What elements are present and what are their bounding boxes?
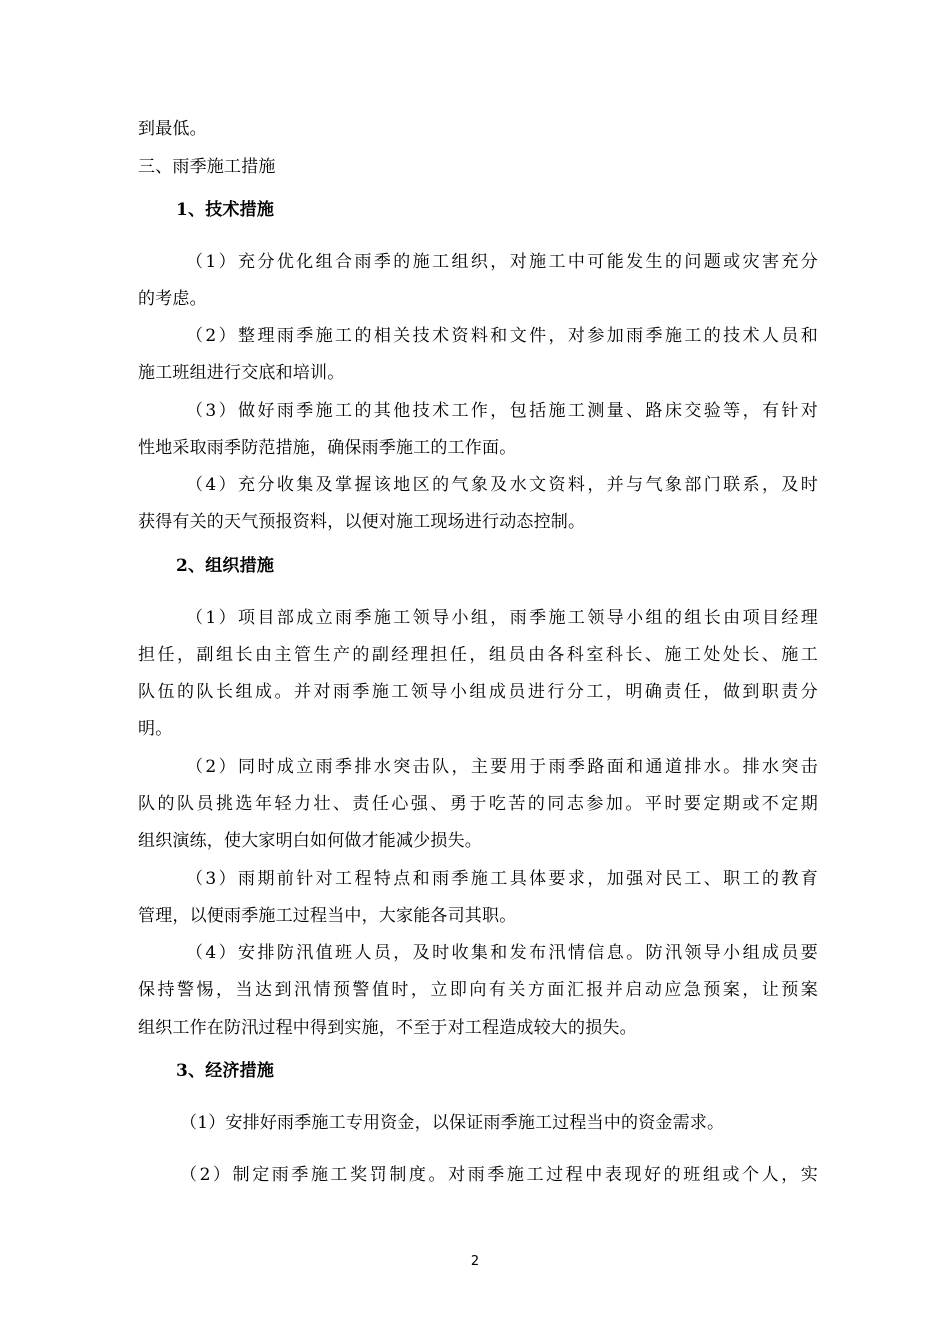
text-line: （4）安排防汛值班人员，及时收集和发布汛情信息。防汛领导小组成员要: [186, 943, 818, 963]
text-line: 担任，副组长由主管生产的副经理担任，组员由各科室科长、施工处处长、施工: [138, 645, 818, 665]
text-line: 获得有关的天气预报资料，以便对施工现场进行动态控制。: [138, 512, 586, 532]
text-line: （3）雨期前针对工程特点和雨季施工具体要求，加强对民工、职工的教育: [186, 869, 818, 889]
subsection-heading: 2、组织措施: [176, 556, 275, 576]
text-line: （3）做好雨季施工的其他技术工作，包括施工测量、路床交验等，有针对: [186, 401, 818, 421]
text-line: （1）项目部成立雨季施工领导小组，雨季施工领导小组的组长由项目经理: [186, 608, 818, 628]
text-line: （1）充分优化组合雨季的施工组织，对施工中可能发生的问题或灾害充分: [186, 252, 818, 272]
page-number: 2: [470, 1254, 480, 1269]
text-line: 明。: [138, 719, 173, 739]
text-line: 队的队员挑选年轻力壮、责任心强、勇于吃苦的同志参加。平时要定期或不定期: [138, 794, 818, 814]
text-line: （2）同时成立雨季排水突击队，主要用于雨季路面和通道排水。排水突击: [186, 757, 818, 777]
text-line: （2）整理雨季施工的相关技术资料和文件，对参加雨季施工的技术人员和: [186, 326, 818, 346]
text-line: 队伍的队长组成。并对雨季施工领导小组成员进行分工，明确责任，做到职责分: [138, 682, 818, 702]
subsection-heading: 1、技术措施: [176, 200, 275, 220]
subsection-heading: 3、经济措施: [176, 1061, 275, 1081]
text-line: 保持警惕，当达到汛情预警值时，立即向有关方面汇报并启动应急预案，让预案: [138, 980, 818, 1000]
text-line: （4）充分收集及掌握该地区的气象及水文资料，并与气象部门联系，及时: [186, 475, 818, 495]
text-line: 施工班组进行交底和培训。: [138, 363, 345, 383]
text-line: 组织工作在防汛过程中得到实施，不至于对工程造成较大的损失。: [138, 1018, 637, 1038]
text-line: 组织演练，使大家明白如何做才能减少损失。: [138, 831, 482, 851]
text-line: （2）制定雨季施工奖罚制度。对雨季施工过程中表现好的班组或个人，实: [180, 1165, 818, 1185]
text-line: 到最低。: [138, 119, 207, 139]
text-line: 管理，以便雨季施工过程当中，大家能各司其职。: [138, 906, 517, 926]
text-line: 性地采取雨季防范措施，确保雨季施工的工作面。: [138, 438, 517, 458]
text-line: （1）安排好雨季施工专用资金，以保证雨季施工过程当中的资金需求。: [180, 1113, 725, 1133]
text-line: 的考虑。: [138, 289, 207, 309]
section-heading: 三、雨季施工措施: [138, 157, 276, 177]
